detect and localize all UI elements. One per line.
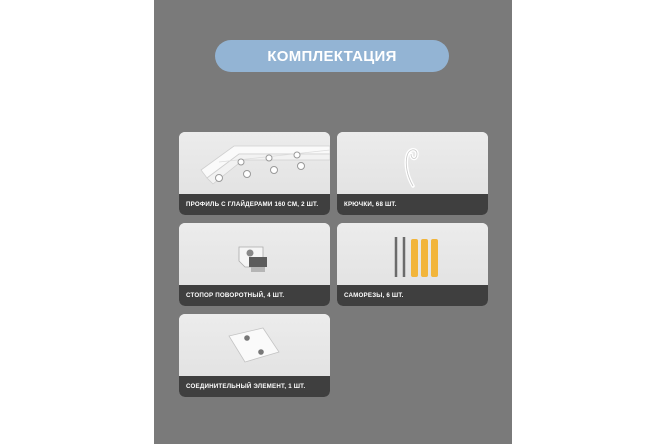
item-image <box>179 223 330 285</box>
item-card-hooks <box>337 132 488 215</box>
item-caption: ПРОФИЛЬ С ГЛАЙДЕРАМИ 160 СМ, 2 ШТ. <box>179 194 330 215</box>
stopper-icon <box>179 223 330 285</box>
item-card-connector <box>179 314 330 397</box>
item-image <box>337 132 488 194</box>
connector-plate-icon <box>179 314 330 376</box>
item-caption: СТОПОР ПОВОРОТНЫЙ, 4 ШТ. <box>179 285 330 306</box>
item-image <box>337 223 488 285</box>
item-card-profile <box>179 132 330 215</box>
item-card-stopper <box>179 223 330 306</box>
item-caption: САМОРЕЗЫ, 6 ШТ. <box>337 285 488 306</box>
section-title-pill <box>215 40 449 72</box>
item-image <box>179 314 330 376</box>
screws-icon <box>337 223 488 285</box>
section-title: КОМПЛЕКТАЦИЯ <box>267 47 397 65</box>
item-image <box>179 132 330 194</box>
item-card-screws <box>337 223 488 306</box>
rail-profile-icon <box>179 132 330 194</box>
item-caption: СОЕДИНИТЕЛЬНЫЙ ЭЛЕМЕНТ, 1 ШТ. <box>179 376 330 397</box>
hook-icon <box>337 132 488 194</box>
item-caption: КРЮЧКИ, 68 ШТ. <box>337 194 488 215</box>
